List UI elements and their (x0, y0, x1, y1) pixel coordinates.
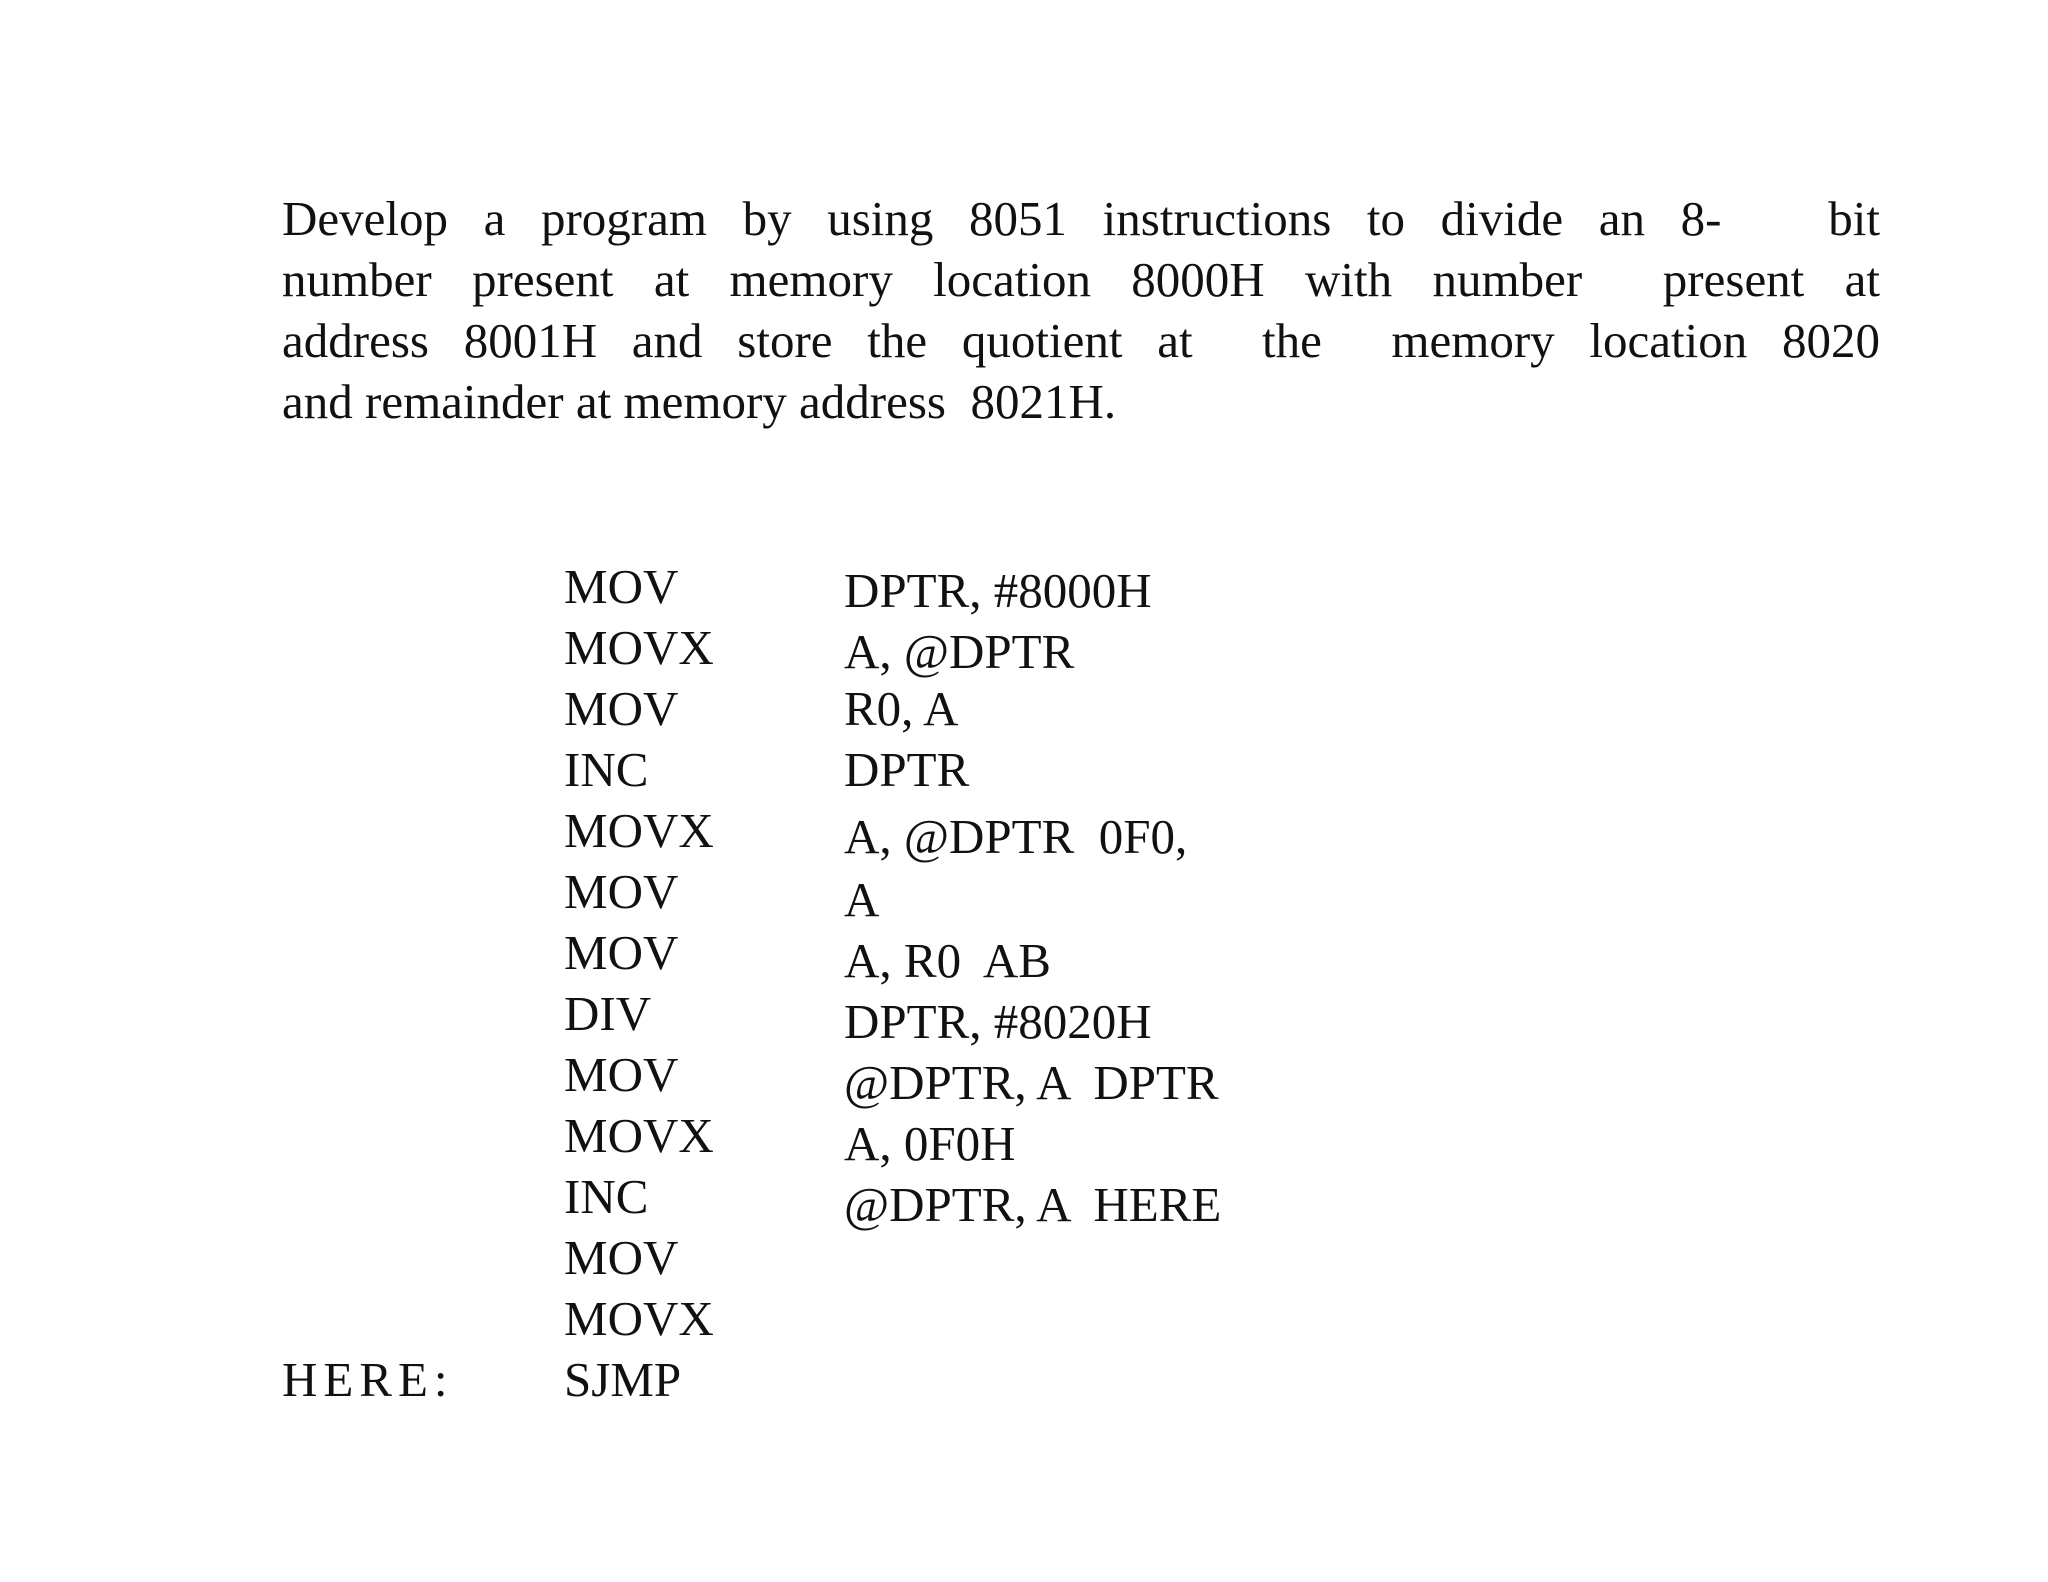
operand: R0, A (844, 681, 959, 736)
operand: A, @DPTR (844, 624, 1075, 679)
code-line (0, 1227, 2048, 1288)
code-line (0, 1349, 2048, 1410)
operand: DPTR, #8020H (844, 994, 1152, 1049)
mnemonic: MOV (564, 925, 679, 980)
code-line (0, 800, 2048, 864)
mnemonic: MOVX (564, 620, 714, 675)
code-line (0, 1166, 2048, 1232)
problem-line-3: address 8001H and store the quotient at the memory location 8020 (282, 313, 1880, 368)
mnemonic: INC (564, 742, 649, 797)
code-line (0, 556, 2048, 617)
operand: A, @DPTR 0F0, (844, 809, 1188, 864)
operand: @DPTR, A DPTR (844, 1055, 1219, 1110)
operand: @DPTR, A HERE (844, 1177, 1222, 1232)
mnemonic: MOV (564, 1230, 679, 1285)
mnemonic: MOVX (564, 1291, 714, 1346)
code-line (0, 678, 2048, 739)
problem-line-4: and remainder at memory address 8021H. (282, 374, 1117, 429)
mnemonic: MOV (564, 1047, 679, 1102)
mnemonic: DIV (564, 986, 652, 1041)
mnemonic: SJMP (564, 1352, 682, 1407)
here-label: HERE: (282, 1352, 454, 1407)
code-line (0, 922, 2048, 988)
code-line (0, 983, 2048, 1049)
mnemonic: MOV (564, 864, 679, 919)
operand: A, R0 AB (844, 933, 1051, 988)
mnemonic: MOVX (564, 1108, 714, 1163)
operand: DPTR, #8000H (844, 563, 1152, 618)
code-line (0, 861, 2048, 927)
code-line (0, 617, 2048, 678)
operand: A, 0F0H (844, 1116, 1016, 1171)
code-line (0, 1288, 2048, 1349)
problem-line-1: Develop a program by using 8051 instructions to divide an 8- bit (282, 191, 1880, 246)
code-line (0, 1105, 2048, 1171)
mnemonic: MOVX (564, 803, 714, 858)
problem-line-2: number present at memory location 8000H with number present at (282, 252, 1880, 307)
mnemonic: INC (564, 1169, 649, 1224)
mnemonic: MOV (564, 559, 679, 614)
operand: DPTR (844, 742, 970, 797)
code-line (0, 739, 2048, 800)
operand: A (844, 872, 880, 927)
mnemonic: MOV (564, 681, 679, 736)
code-line (0, 1044, 2048, 1110)
